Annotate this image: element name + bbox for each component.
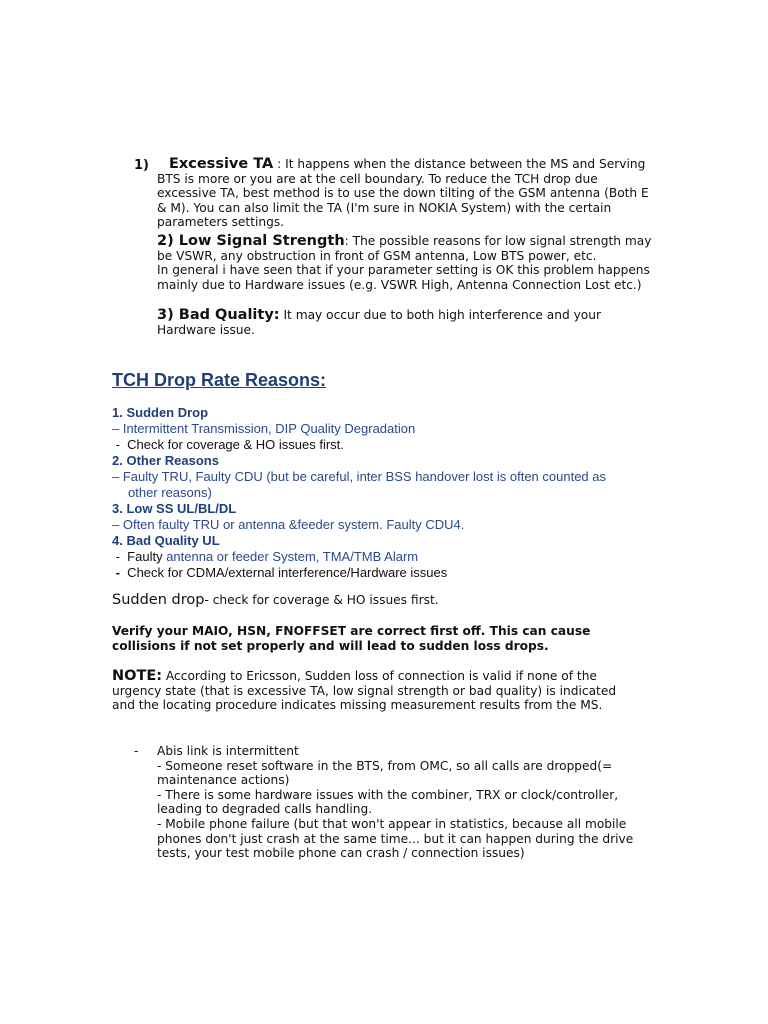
item-text: It may occur due to both high interference and your Hardware issue. xyxy=(157,308,601,337)
bullet-line: Abis link is intermittent xyxy=(157,744,299,758)
reason-line-prefix: - Faulty xyxy=(112,549,167,564)
reason-line: - Check for coverage & HO issues first. xyxy=(112,437,344,452)
bullet-line: - Someone reset software in the BTS, from OMC, so all calls are dropped(= maintenance actions) xyxy=(157,758,613,788)
section-title: TCH Drop Rate Reasons: xyxy=(112,370,327,390)
verify-paragraph: Verify your MAIO, HSN, FNOFFSET are correct first off. This can cause collisions if not set properly and will lead to sudden loss drops. xyxy=(112,624,591,653)
list-marker: 1) xyxy=(134,158,149,173)
note-label: NOTE: xyxy=(112,668,163,684)
bullet-line: - There is some hardware issues with the combiner, TRX or clock/controller, leading to degraded calls handling. xyxy=(157,787,619,817)
item-text: : The possible reasons for low signal strength may be VSWR, any obstruction in front of GSM antenna, Low BTS power, etc. xyxy=(157,234,652,263)
sudden-drop-heading: Sudden drop xyxy=(112,592,205,608)
reason-line: – Faulty TRU, Faulty CDU (but be careful, inter BSS handover lost is often counted as xyxy=(112,469,606,484)
reasons-list xyxy=(112,405,672,581)
reason-line xyxy=(112,565,672,581)
bullet-line: - Mobile phone failure (but that won't appear in statistics, because all mobile phones don't just crash at the same time... but it can happen during the drive tests, your test mobile phone can crash / connection issues) xyxy=(157,816,634,861)
reason-line: other reasons) xyxy=(128,485,212,500)
item-heading: Excessive TA xyxy=(169,156,274,172)
bullet-dash: - xyxy=(134,744,139,758)
item-text: : It happens when the distance between the MS and Serving BTS is more or you are at the cell boundary. To reduce the TCH drop due excessive TA, best method is to use the down tilting of the GSM antenna (Both E & M). You can also limit the TA (I'm sure in NOKIA System) with the certain parameters settings. xyxy=(157,157,649,230)
note-text: According to Ericsson, Sudden loss of connection is valid if none of the urgency state (that is excessive TA, low signal strength or bad quality) is indicated and the locating procedure indicates missing measurement results from the MS. xyxy=(112,669,617,713)
reason-line-text: antenna or feeder System, TMA/TMB Alarm xyxy=(166,549,419,564)
item-low-signal-strength xyxy=(157,234,662,292)
item-heading: 2) Low Signal Strength xyxy=(157,233,345,249)
item-text-continued: In general i have seen that if your parameter setting is OK this problem happens mainly due to Hardware issues (e.g. VSWR High, Antenna Connection Lost etc.) xyxy=(157,263,650,292)
sudden-drop-text: - check for coverage & HO issues first. xyxy=(204,593,439,607)
reason-heading: 1. Sudden Drop xyxy=(112,405,209,420)
reason-line-prefix: - xyxy=(112,565,124,580)
reason-line: – Intermittent Transmission, DIP Quality Degradation xyxy=(112,421,416,436)
reason-heading: 2. Other Reasons xyxy=(112,453,219,468)
reason-line-text: Check for CDMA/external interference/Hardware issues xyxy=(123,565,448,580)
reason-heading: 3. Low SS UL/BL/DL xyxy=(112,501,237,516)
item-bad-quality xyxy=(157,308,657,337)
reason-heading: 4. Bad Quality UL xyxy=(112,533,220,548)
sudden-drop-paragraph xyxy=(112,593,672,608)
reason-line: – Often faulty TRU or antenna &feeder system. Faulty CDU4. xyxy=(112,517,465,532)
note-paragraph xyxy=(112,669,642,713)
item-excessive-ta xyxy=(157,157,657,230)
item-heading: 3) Bad Quality: xyxy=(157,307,280,323)
reason-line xyxy=(112,549,672,565)
bullet-body xyxy=(157,744,652,861)
